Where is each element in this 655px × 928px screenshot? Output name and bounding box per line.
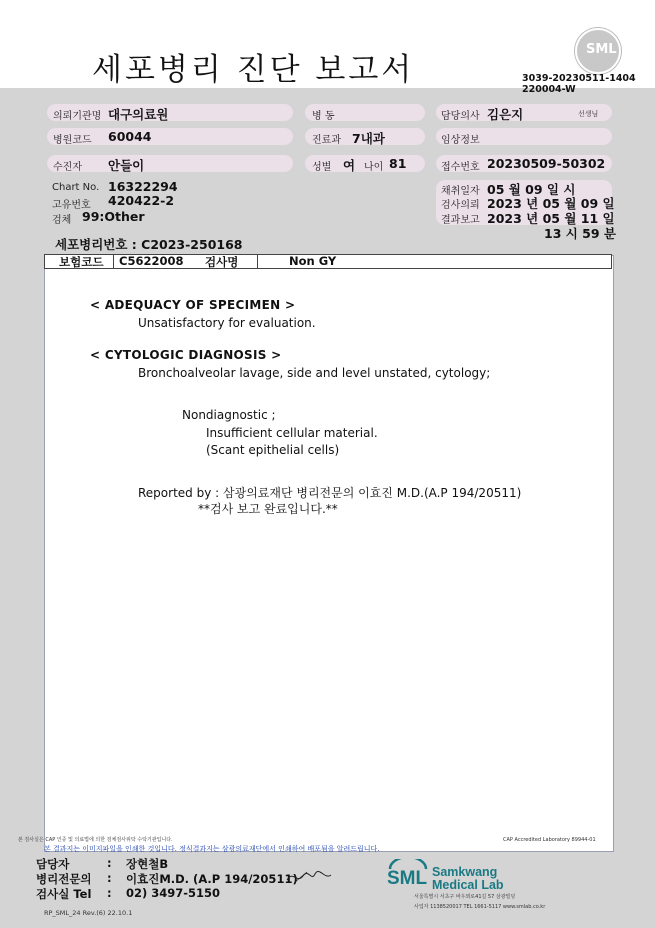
diagnosis-line-2: Insufficient cellular material.	[206, 426, 378, 440]
diagnosis-line-1: Nondiagnostic ;	[182, 408, 276, 422]
test-name-value: Non GY	[289, 254, 337, 268]
examinee-label: 수진자	[53, 162, 82, 173]
image-notice: 본 결과지는 이미지파일을 인쇄한 것입니다. 정식결과지는 삼광의료재단에서 인쇄하여 배포됨을 알려드립니다.	[44, 845, 380, 853]
company-name-1: Samkwang	[432, 865, 498, 879]
chart-no-value: 16322294	[108, 179, 178, 194]
hospital-code-label: 병원코드	[53, 135, 92, 146]
adequacy-heading: < ADEQUACY OF SPECIMEN >	[90, 298, 296, 312]
fine-print: 본 검사실은 CAP 인증 및 의료법에 의한 검체검사위탁 수탁기관입니다.	[18, 837, 173, 843]
specimen-label: 검체	[52, 215, 72, 226]
reported-label: 결과보고	[441, 215, 480, 226]
diagnosis-line-3: (Scant epithelial cells)	[206, 443, 340, 457]
requested-value: 2023 년 05 월 09 일	[487, 196, 615, 211]
company-address: 서울특별시 서초구 바우뫼로41길 57 삼광빌딩	[414, 894, 516, 900]
reported-by: Reported by : 삼광의료재단 병리전문의 이효진 M.D.(A.P 194/20511)	[138, 486, 522, 500]
diagnosis-text: Bronchoalveolar lavage, side and level unstated, cytology;	[138, 366, 491, 380]
dept-label: 진료과	[312, 135, 341, 146]
pathologist-value: 이효진M.D. (A.P 194/20511)	[126, 872, 298, 886]
staff-value: 장현철B	[126, 857, 169, 871]
hospital-code-value: 60044	[108, 129, 152, 144]
doctor-suffix: 선생님	[578, 110, 599, 118]
lab-tel-label: 검사실 Tel	[36, 887, 92, 901]
cap-text: CAP Accredited Laboratory 89944-01	[503, 837, 596, 843]
diagnosis-heading: < CYTOLOGIC DIAGNOSIS >	[90, 348, 282, 362]
insurance-code-value: C5622008	[119, 254, 184, 268]
staff-label: 담당자	[36, 857, 70, 871]
institution-value: 대구의료원	[108, 107, 169, 122]
insurance-header	[44, 254, 612, 269]
samkwang-logo-icon: SML	[386, 859, 430, 889]
company-contact: 사업자 1138520017 TEL 1661-5117 www.smlab.co.kr	[414, 904, 546, 910]
receipt-no-value: 20230509-50302	[487, 156, 606, 171]
collected-value: 05 월 09 일 시	[487, 182, 576, 197]
dept-value: 7내과	[352, 131, 385, 146]
unique-no-value: 420422-2	[108, 193, 175, 208]
sex-label: 성별	[312, 162, 332, 173]
sml-logo-icon: SML	[575, 28, 621, 74]
pathologist-label: 병리전문의	[36, 872, 92, 886]
chart-no-label: Chart No.	[52, 182, 100, 193]
report-id-1: 3039-20230511-1404	[522, 73, 636, 84]
cyto-number: 세포병리번호 : C2023-250168	[55, 237, 243, 252]
institution-label: 의뢰기관명	[53, 111, 102, 122]
test-name-label: 검사명	[205, 255, 239, 269]
age-value: 81	[389, 156, 407, 171]
examinee-value: 안들이	[108, 158, 145, 173]
reported-value: 2023 년 05 월 11 일	[487, 211, 615, 226]
page-title: 세포병리 진단 보고서	[92, 52, 415, 88]
specimen-value: 99:Other	[82, 209, 145, 224]
reported-time: 13 시 59 분	[544, 226, 616, 241]
clinical-info-label: 임상정보	[441, 135, 480, 146]
signature-icon	[285, 868, 333, 886]
receipt-no-label: 접수번호	[441, 162, 480, 173]
unique-no-label: 고유번호	[52, 200, 91, 211]
collected-label: 채취일자	[441, 186, 480, 197]
company-name-2: Medical Lab	[432, 878, 504, 892]
insurance-code-label: 보험코드	[59, 255, 104, 269]
doctor-label: 담당의사	[441, 111, 480, 122]
requested-label: 검사의뢰	[441, 200, 480, 211]
report-complete: **검사 보고 완료입니다.**	[198, 502, 338, 516]
ward-label: 병 동	[312, 111, 335, 122]
lab-tel-value: 02) 3497-5150	[126, 886, 221, 900]
sex-value: 여	[343, 158, 356, 173]
adequacy-text: Unsatisfactory for evaluation.	[138, 316, 316, 330]
doctor-value: 김은지	[487, 107, 524, 122]
report-panel	[44, 255, 614, 852]
form-id: RP_SML_24 Rev.(6) 22.10.1	[44, 909, 133, 917]
age-label: 나이	[364, 162, 384, 173]
report-id-2: 220004-W	[522, 84, 576, 95]
